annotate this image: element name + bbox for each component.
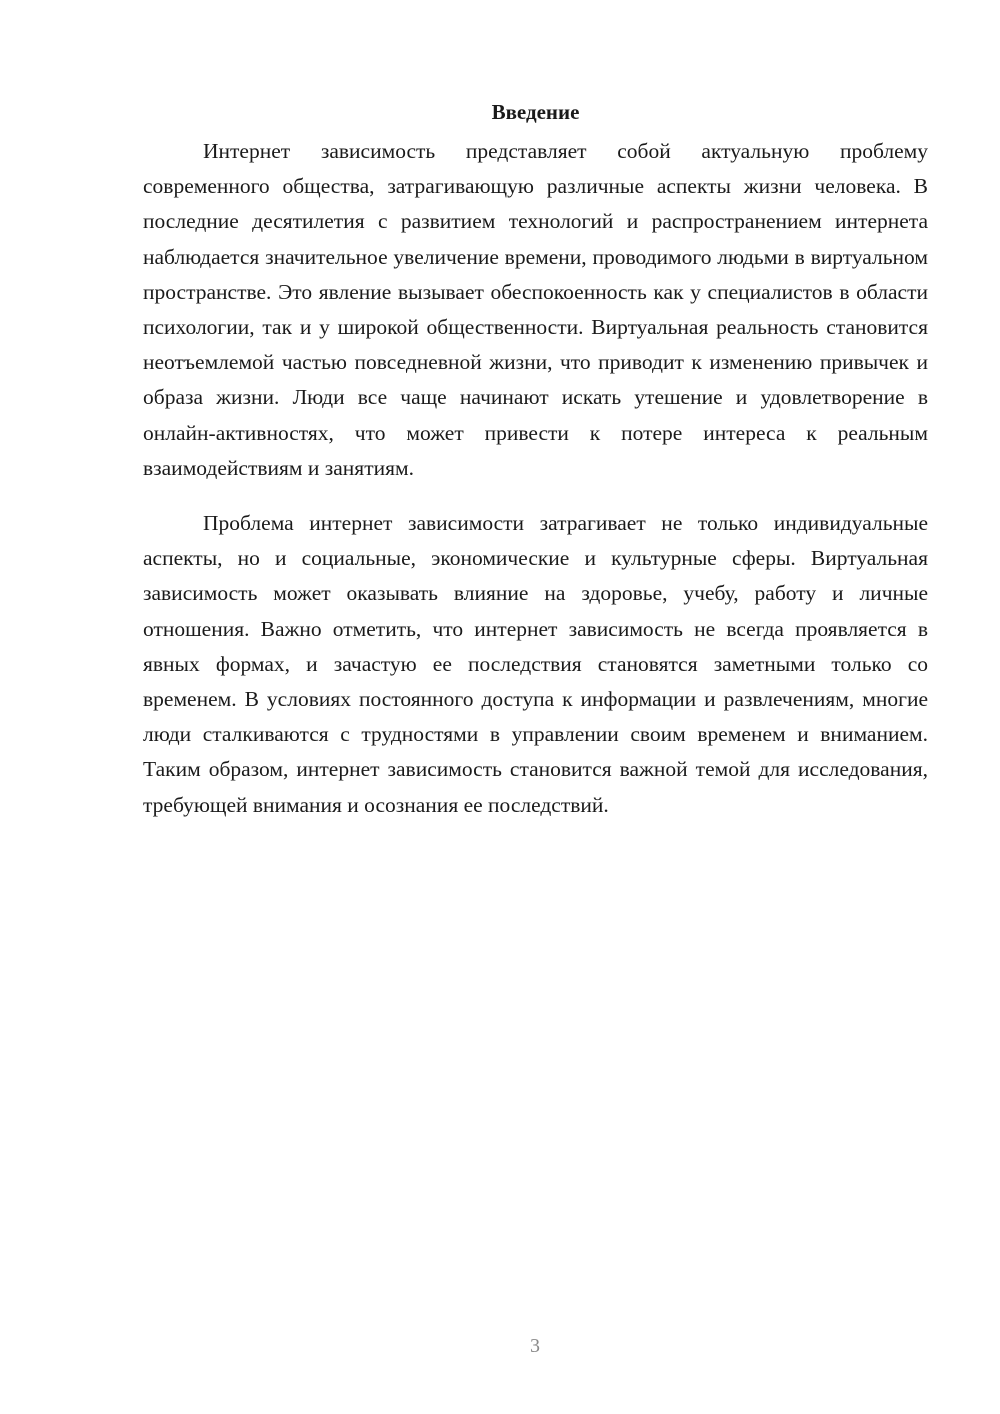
section-title: Введение <box>491 100 580 124</box>
page-content <box>143 98 928 823</box>
paragraph-1: Интернет зависимость представляет собой актуальную проблему современного общества, затрагивающую различные аспекты жизни человека. В последние десятилетия с развитием технологий и распространением интернета наблюдается значительное увеличение времени, проводимого людьми в виртуальном пространстве. Это явление вызывает обеспокоенность как у специалистов в области психологии, так и у широкой общественности. Виртуальная реальность становится неотъемлемой частью повседневной жизни, что приводит к изменению привычек и образа жизни. Люди все чаще начинают искать утешение и удовлетворение в онлайн-активностях, что может привести к потере интереса к реальным взаимодействиям и занятиям. <box>143 139 928 480</box>
page-number: 3 <box>530 1335 540 1357</box>
paragraph-2: Проблема интернет зависимости затрагивает не только индивидуальные аспекты, но и социальные, экономические и культурные сферы. Виртуальная зависимость может оказывать влияние на здоровье, учебу, работу и личные отношения. Важно отметить, что интернет зависимость не всегда проявляется в явных формах, и зачастую ее последствия становятся заметными только со временем. В условиях постоянного доступа к информации и развлечениям, многие люди сталкиваются с трудностями в управлении своим временем и вниманием. Таким образом, интернет зависимость становится важной темой для исследования, требующей внимания и осознания ее последствий. <box>143 511 928 817</box>
